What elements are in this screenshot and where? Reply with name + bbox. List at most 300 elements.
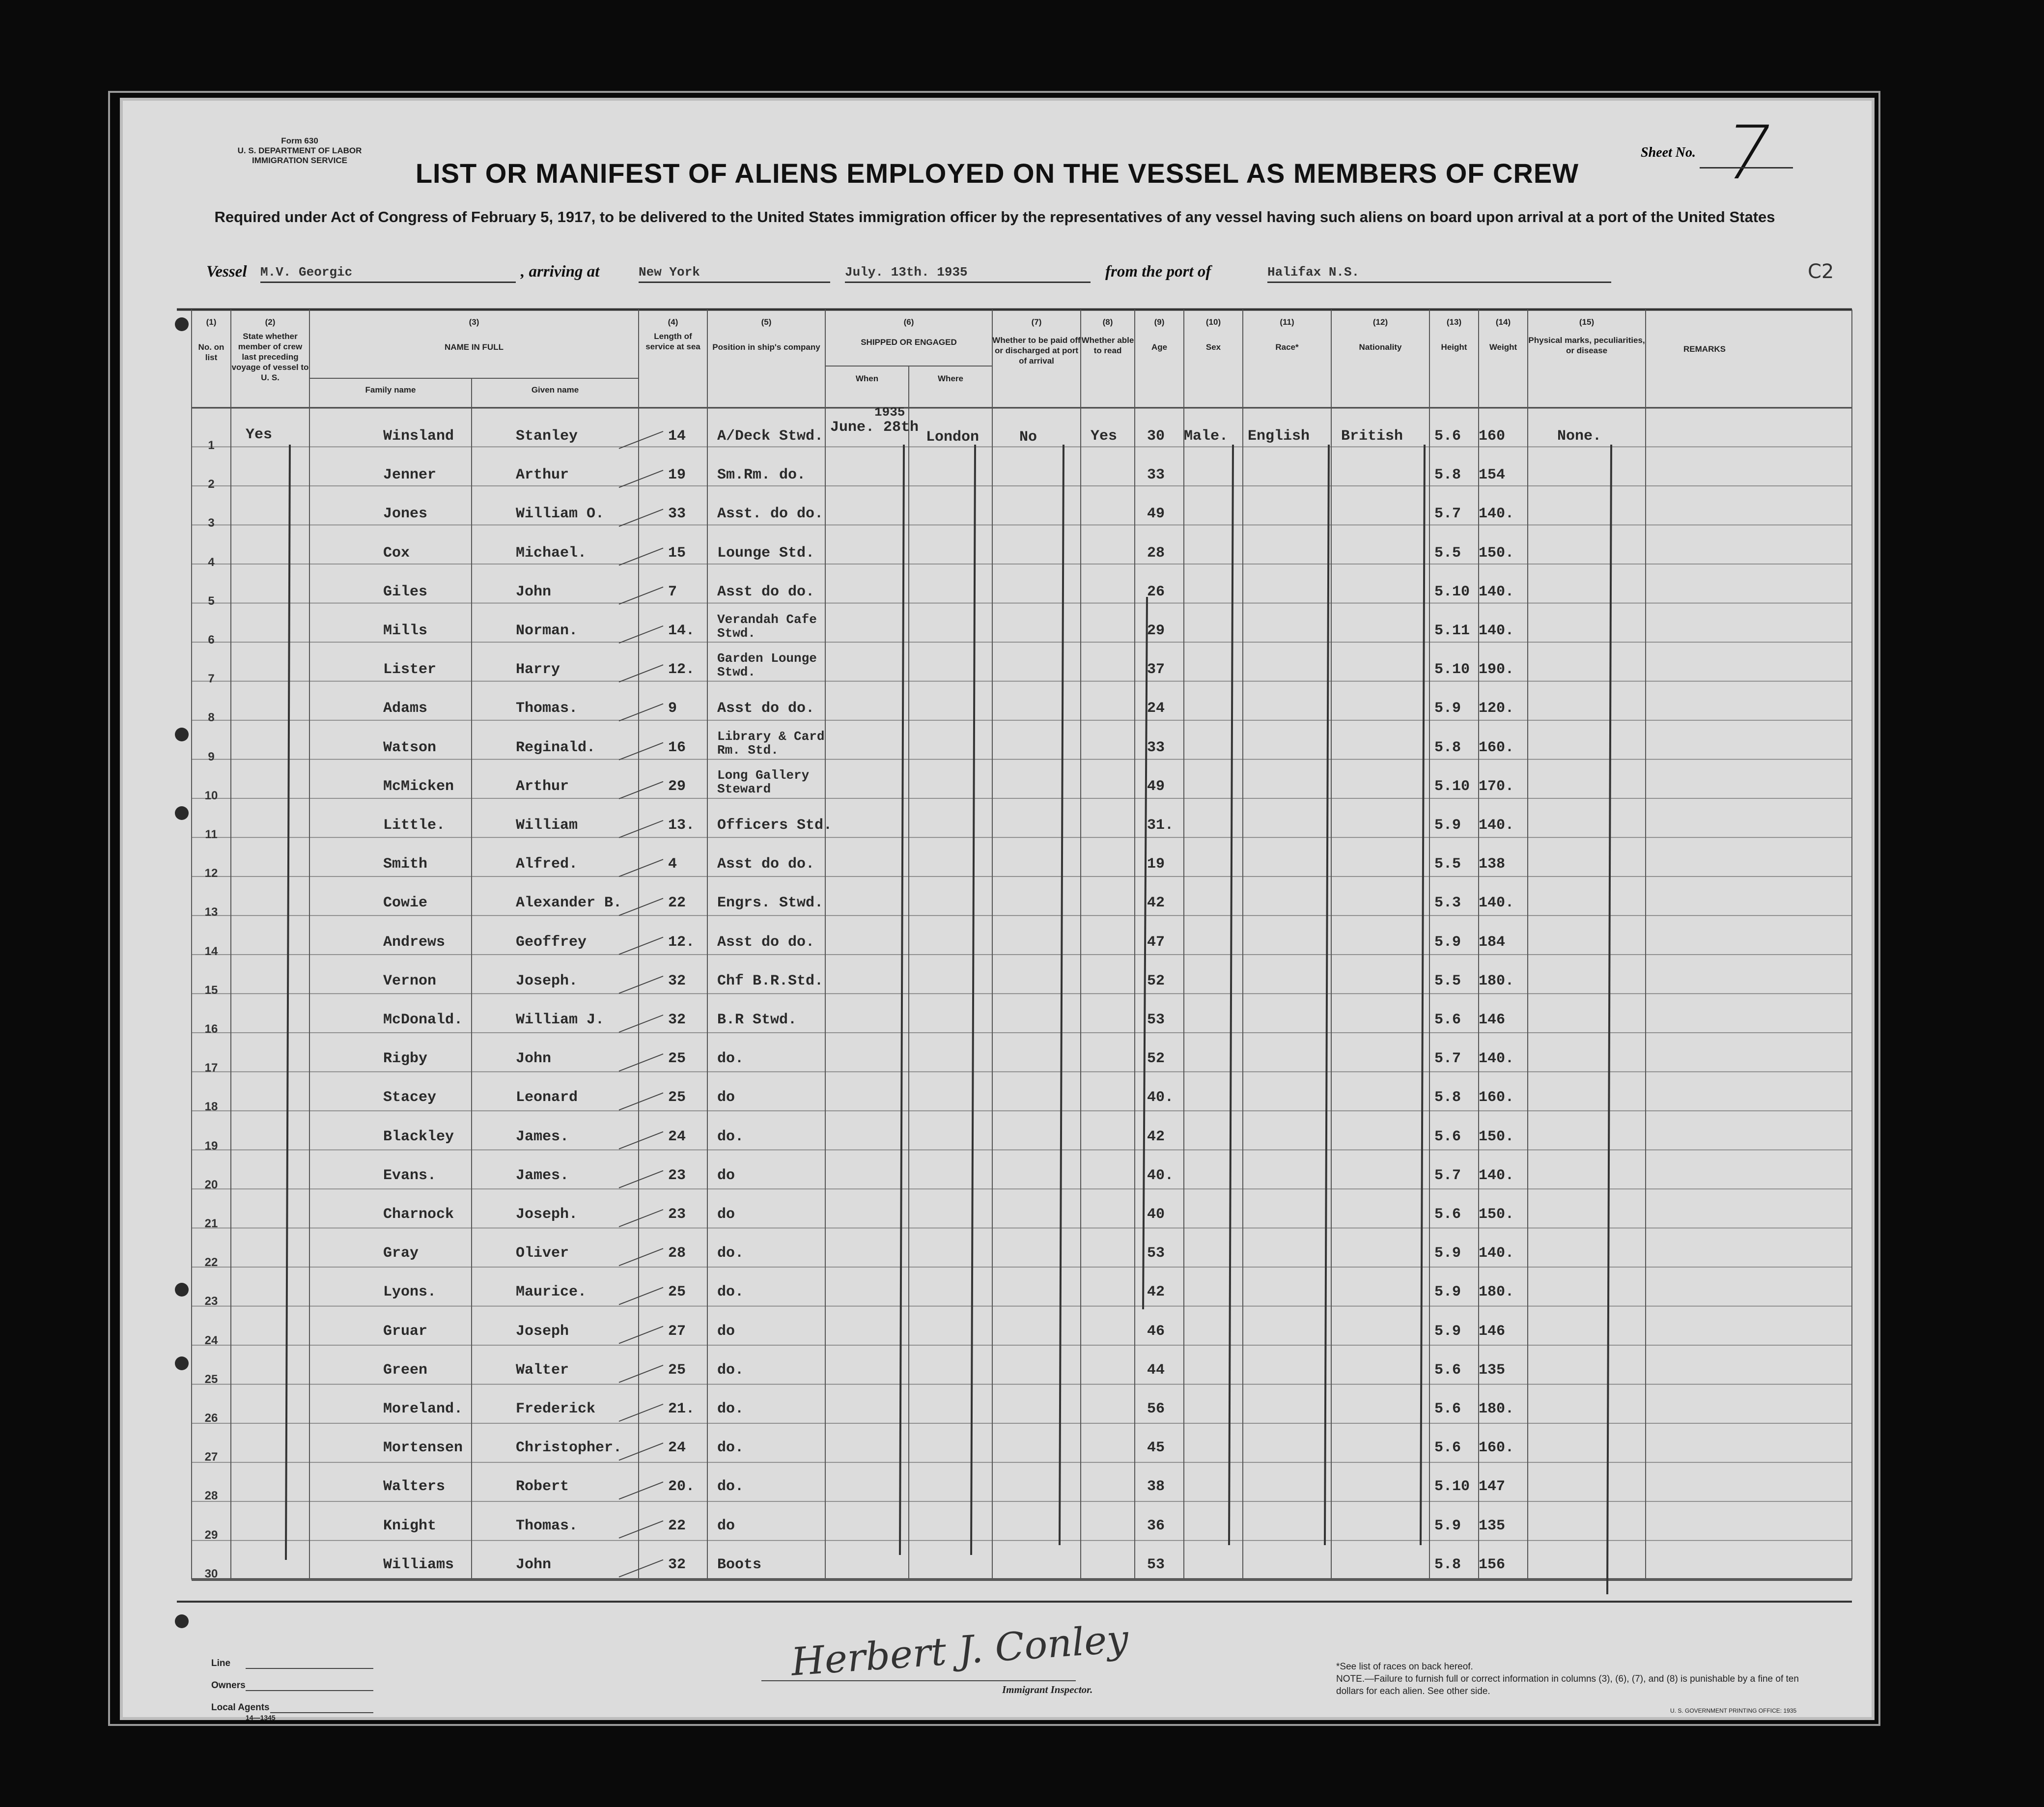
weight: 140. — [1479, 1245, 1514, 1262]
height: 5.8 — [1434, 739, 1461, 756]
penalty-note: NOTE.—Failure to furnish full or correct information in columns (3), (6), (7), and (8) is punishable by a fine of ten dollars for each alien. See other side. — [1336, 1674, 1799, 1696]
tick-mark — [619, 1521, 663, 1538]
age: 42 — [1147, 895, 1165, 912]
position: do. — [717, 1284, 744, 1301]
given-name: William — [516, 817, 578, 834]
service-length: 4 — [668, 856, 677, 873]
tick-mark — [619, 626, 663, 643]
row-number: 15 — [204, 983, 218, 997]
col9-header — [1135, 317, 1184, 352]
col-num: (1) — [206, 317, 217, 327]
age: 36 — [1147, 1517, 1165, 1534]
given-name: Arthur — [516, 467, 569, 484]
given-name: Oliver — [516, 1245, 569, 1262]
row-number: 1 — [208, 439, 215, 452]
weight: 138 — [1479, 856, 1506, 873]
service-length: 32 — [668, 972, 686, 989]
remarks-header: REMARKS — [1683, 344, 1726, 354]
service-length: 25 — [668, 1284, 686, 1301]
height: 5.3 — [1434, 895, 1461, 912]
form-line: Form 630 — [281, 136, 318, 145]
given-name: Reginald. — [516, 739, 596, 756]
position: do. — [717, 1440, 744, 1457]
height: 5.6 — [1434, 1361, 1461, 1379]
age: 56 — [1147, 1401, 1165, 1417]
weight: 146 — [1479, 1012, 1506, 1028]
height: 5.8 — [1434, 1089, 1461, 1106]
col13-header — [1429, 317, 1479, 352]
row-number: 2 — [208, 478, 215, 491]
service-length: 24 — [668, 1128, 686, 1145]
given-name: Norman. — [516, 622, 578, 639]
family-name: Charnock — [383, 1206, 454, 1223]
shipped-where-header: Where — [938, 374, 963, 383]
ditto-stroke — [1229, 445, 1233, 1545]
given-name: Walter — [516, 1361, 569, 1379]
family-name: Cowie — [383, 895, 428, 912]
family-name: Green — [383, 1361, 428, 1379]
height: 5.8 — [1434, 1556, 1461, 1573]
height: 5.10 — [1434, 661, 1470, 678]
tick-mark — [619, 1482, 663, 1499]
ditto-stroke — [1607, 445, 1611, 1594]
age: 19 — [1147, 856, 1165, 873]
service-length: 12. — [668, 933, 695, 951]
tick-mark — [619, 820, 663, 838]
service-length: 9 — [668, 700, 677, 717]
position: do — [717, 1517, 735, 1534]
position: do. — [717, 1478, 744, 1496]
age: 26 — [1147, 583, 1165, 600]
service-length: 22 — [668, 1517, 686, 1534]
row-number: 30 — [204, 1567, 218, 1581]
shipped-when-value: June. 28th — [830, 419, 919, 436]
tick-mark — [619, 548, 663, 565]
given-name: Robert — [516, 1478, 569, 1496]
position: Garden Lounge Stwd. — [717, 651, 817, 680]
weight: 170. — [1479, 778, 1514, 795]
height: 5.7 — [1434, 1050, 1461, 1068]
col-num: (7) — [1031, 317, 1042, 327]
row-number: 22 — [204, 1256, 218, 1270]
col-title: No. on list — [198, 342, 224, 362]
weight: 146 — [1479, 1323, 1506, 1340]
prev-voyage-value: Yes — [246, 426, 273, 443]
height: 5.6 — [1434, 1206, 1461, 1223]
col-num: (15) — [1579, 317, 1595, 327]
position: Boots — [717, 1556, 762, 1573]
given-name: James. — [516, 1128, 569, 1145]
row-number: 9 — [208, 750, 215, 763]
agents-underline — [270, 1712, 373, 1713]
row-number: 16 — [204, 1022, 218, 1036]
given-name: Geoffrey — [516, 933, 587, 951]
paid-off-value: No — [1019, 429, 1037, 446]
family-name: Lister — [383, 661, 437, 678]
shipped-where-value: London — [926, 429, 980, 446]
row-number: 7 — [208, 672, 215, 686]
height: 5.9 — [1434, 700, 1461, 717]
row-number: 28 — [204, 1489, 218, 1503]
height: 5.8 — [1434, 467, 1461, 484]
age: 45 — [1147, 1440, 1165, 1457]
family-name: Watson — [383, 739, 437, 756]
age: 53 — [1147, 1245, 1165, 1262]
line-underline — [246, 1668, 373, 1669]
ditto-stroke — [900, 445, 904, 1555]
family-name: Gruar — [383, 1323, 428, 1340]
service-length: 29 — [668, 778, 686, 795]
weight: 150. — [1479, 1206, 1514, 1223]
height: 5.6 — [1434, 428, 1461, 445]
family-name-header: Family name — [365, 385, 416, 395]
ditto-stroke — [1143, 597, 1147, 1309]
col-title: SHIPPED OR ENGAGED — [861, 338, 957, 347]
position: do — [717, 1089, 735, 1106]
position: do. — [717, 1401, 744, 1417]
family-name: Vernon — [383, 972, 437, 989]
service-length: 20. — [668, 1478, 695, 1496]
punch-hole — [175, 728, 189, 741]
age: 52 — [1147, 972, 1165, 989]
shipped-when-header: When — [855, 374, 879, 383]
position: A/Deck Stwd. — [717, 428, 824, 445]
service-length: 32 — [668, 1012, 686, 1028]
family-name: Knight — [383, 1517, 437, 1534]
form-line: IMMIGRATION SERVICE — [252, 156, 347, 165]
family-name: Evans. — [383, 1167, 437, 1184]
col-title: State whether member of crew last preceding voyage of vessel to U. S. — [231, 332, 309, 382]
service-length: 14 — [668, 428, 686, 445]
service-length: 19 — [668, 467, 686, 484]
given-name: Thomas. — [516, 1517, 578, 1534]
tick-mark — [619, 1287, 663, 1304]
height: 5.10 — [1434, 1478, 1470, 1496]
family-name: Moreland. — [383, 1401, 463, 1417]
arrival-date-text: July. 13th. 19 — [845, 265, 952, 280]
position: do — [717, 1206, 735, 1223]
tick-mark — [619, 937, 663, 955]
page-subtitle: Required under Act of Congress of February 5, 1917, to be delivered to the United States immigration officer by the representatives of any vessel having such aliens on board upon arrival at a port of the United States — [214, 208, 1775, 226]
height: 5.6 — [1434, 1440, 1461, 1457]
row-number: 6 — [208, 633, 215, 647]
row-number: 25 — [204, 1372, 218, 1386]
col14-header — [1479, 317, 1528, 352]
family-name: Walters — [383, 1478, 446, 1496]
given-name: Maurice. — [516, 1284, 587, 1301]
col-title: Whether able to read — [1081, 336, 1134, 355]
punch-hole — [175, 1356, 189, 1370]
tick-mark — [619, 1327, 663, 1344]
tick-mark — [619, 1093, 663, 1110]
age: 53 — [1147, 1556, 1165, 1573]
col-title: Position in ship's company — [712, 342, 820, 352]
weight: 184 — [1479, 933, 1506, 951]
age: 37 — [1147, 661, 1165, 678]
age: 53 — [1147, 1012, 1165, 1028]
height: 5.6 — [1434, 1401, 1461, 1417]
given-name: William J. — [516, 1012, 605, 1028]
arriving-label: , arriving at — [521, 263, 600, 281]
weight: 160. — [1479, 739, 1514, 756]
weight: 160. — [1479, 1440, 1514, 1457]
col-title: Physical marks, peculiarities, or disease — [1528, 336, 1645, 355]
col-num: (3) — [469, 317, 479, 327]
col-num: (2) — [265, 317, 276, 327]
given-name: John — [516, 1556, 552, 1573]
family-name: Jenner — [383, 467, 437, 484]
col-num: (9) — [1154, 317, 1165, 327]
position: Chf B.R.Std. — [717, 972, 824, 989]
form-line: U. S. DEPARTMENT OF LABOR — [237, 146, 362, 155]
col-num: (6) — [903, 317, 914, 327]
signature-underline — [761, 1680, 1076, 1681]
weight: 120. — [1479, 700, 1514, 717]
ditto-stroke — [1421, 445, 1425, 1545]
col-title: Height — [1441, 342, 1467, 352]
row-number: 29 — [204, 1528, 218, 1542]
tick-mark — [619, 1015, 663, 1032]
given-name: Arthur — [516, 778, 569, 795]
position: do — [717, 1323, 735, 1340]
height: 5.6 — [1434, 1128, 1461, 1145]
family-name: Rigby — [383, 1050, 428, 1068]
service-length: 16 — [668, 739, 686, 756]
service-length: 22 — [668, 895, 686, 912]
position: Asst. do do. — [717, 506, 824, 523]
family-name: Winsland — [383, 428, 454, 445]
height: 5.10 — [1434, 778, 1470, 795]
position: Sm.Rm. do. — [717, 467, 806, 484]
tick-mark — [619, 859, 663, 876]
age: 49 — [1147, 778, 1165, 795]
tick-mark — [619, 1404, 663, 1421]
position: Asst do do. — [717, 933, 815, 951]
age: 28 — [1147, 544, 1165, 562]
nationality-value: British — [1341, 428, 1403, 445]
corner-code: C2 — [1808, 260, 1834, 283]
height: 5.11 — [1434, 622, 1470, 639]
race-value: English — [1248, 428, 1310, 445]
height: 5.9 — [1434, 1323, 1461, 1340]
tick-mark — [619, 1560, 663, 1577]
age: 38 — [1147, 1478, 1165, 1496]
manifest-sheet — [123, 101, 1872, 1722]
agents-label: Local Agents — [211, 1702, 270, 1713]
col15-header — [1528, 317, 1646, 356]
given-name: Joseph. — [516, 972, 578, 989]
row-number: 27 — [204, 1450, 218, 1464]
weight: 135 — [1479, 1361, 1506, 1379]
punch-hole — [175, 806, 189, 820]
col10-header — [1184, 317, 1243, 352]
printer-note: U. S. GOVERNMENT PRINTING OFFICE: 1935 — [1670, 1707, 1797, 1714]
family-name: Gray — [383, 1245, 419, 1262]
service-length: 23 — [668, 1167, 686, 1184]
service-length: 12. — [668, 661, 695, 678]
sheet-number: 7 — [1715, 111, 1780, 196]
col-num: (13) — [1446, 317, 1462, 327]
row-number: 8 — [208, 711, 215, 725]
row-number: 24 — [204, 1333, 218, 1347]
position: do. — [717, 1128, 744, 1145]
position: do. — [717, 1245, 744, 1262]
tick-mark — [619, 1054, 663, 1071]
position: Long Gallery Steward — [717, 767, 810, 796]
arriving-port: New York — [639, 265, 830, 283]
inspector-signature: Herbert J. Conley — [789, 1617, 1130, 1685]
position: Engrs. Stwd. — [717, 895, 824, 912]
given-name: Leonard — [516, 1089, 578, 1106]
service-length: 33 — [668, 506, 686, 523]
age: 29 — [1147, 622, 1165, 639]
weight: 147 — [1479, 1478, 1506, 1496]
col-title: NAME IN FULL — [445, 342, 504, 352]
family-name: Blackley — [383, 1128, 454, 1145]
family-name: Little. — [383, 817, 446, 834]
col-title: Weight — [1489, 342, 1517, 352]
family-name: Williams — [383, 1556, 454, 1573]
ditto-stroke — [1325, 445, 1329, 1545]
row-number: 10 — [204, 789, 218, 802]
height: 5.5 — [1434, 544, 1461, 562]
page-title: LIST OR MANIFEST OF ALIENS EMPLOYED ON THE VESSEL AS MEMBERS OF CREW — [415, 158, 1579, 189]
col-num: (10) — [1205, 317, 1221, 327]
ditto-stroke — [1060, 445, 1064, 1545]
age: 40. — [1147, 1089, 1174, 1106]
position: Asst do do. — [717, 583, 815, 600]
age: 40 — [1147, 1206, 1165, 1223]
family-name: Giles — [383, 583, 428, 600]
col-num: (11) — [1280, 317, 1294, 327]
height: 5.7 — [1434, 1167, 1461, 1184]
service-length: 28 — [668, 1245, 686, 1262]
col8-header — [1081, 317, 1135, 356]
position: Asst do do. — [717, 856, 815, 873]
row-number: 19 — [204, 1139, 218, 1153]
inspector-label: Immigrant Inspector. — [1002, 1684, 1093, 1695]
row-number: 18 — [204, 1100, 218, 1114]
punch-hole — [175, 317, 189, 331]
age: 46 — [1147, 1323, 1165, 1340]
weight: 140. — [1479, 583, 1514, 600]
given-name: John — [516, 1050, 552, 1068]
service-length: 27 — [668, 1323, 686, 1340]
position: do. — [717, 1050, 744, 1068]
col-title: Length of service at sea — [645, 332, 700, 351]
given-name: Christopher. — [516, 1440, 622, 1457]
col2-header — [231, 317, 309, 383]
tick-mark — [619, 1443, 663, 1460]
age: 33 — [1147, 467, 1165, 484]
age: 42 — [1147, 1284, 1165, 1301]
col-title: Sex — [1205, 342, 1221, 352]
tick-mark — [619, 587, 663, 604]
weight: 180. — [1479, 1284, 1514, 1301]
weight: 135 — [1479, 1517, 1506, 1534]
tick-mark — [619, 743, 663, 760]
given-name: Harry — [516, 661, 560, 678]
height: 5.9 — [1434, 1517, 1461, 1534]
sex-value: Male. — [1184, 428, 1229, 445]
age: 52 — [1147, 1050, 1165, 1068]
weight: 156 — [1479, 1556, 1506, 1573]
given-name: Michael. — [516, 544, 587, 562]
given-name-header: Given name — [531, 385, 579, 395]
arrival-year: 35 — [952, 265, 968, 280]
service-length: 32 — [668, 1556, 686, 1573]
agents-code: 14—1345 — [246, 1714, 276, 1722]
height: 5.10 — [1434, 583, 1470, 600]
family-name: Mortensen — [383, 1440, 463, 1457]
family-name: Adams — [383, 700, 428, 717]
given-name: Frederick — [516, 1401, 596, 1417]
col5-header — [707, 317, 825, 352]
ditto-stroke — [286, 445, 290, 1560]
tick-mark — [619, 1171, 663, 1188]
service-length: 23 — [668, 1206, 686, 1223]
col-title: Race* — [1275, 342, 1299, 352]
family-name: Mills — [383, 622, 428, 639]
weight: 180. — [1479, 1401, 1514, 1417]
given-name: Alexander B. — [516, 895, 622, 912]
height: 5.9 — [1434, 817, 1461, 834]
tick-mark — [619, 1132, 663, 1149]
age: 31. — [1147, 817, 1174, 834]
age: 49 — [1147, 506, 1165, 523]
family-name: Smith — [383, 856, 428, 873]
service-length: 7 — [668, 583, 677, 600]
given-name: William O. — [516, 506, 605, 523]
col4-header — [639, 317, 707, 352]
family-name: Lyons. — [383, 1284, 437, 1301]
tick-mark — [619, 704, 663, 721]
ditto-stroke — [971, 445, 975, 1555]
row-number: 5 — [208, 594, 215, 608]
given-name: John — [516, 583, 552, 600]
punch-hole — [175, 1283, 189, 1297]
weight: 140. — [1479, 506, 1514, 523]
tick-mark — [619, 665, 663, 682]
row-number: 4 — [208, 555, 215, 569]
col-title: Age — [1151, 342, 1168, 352]
service-length: 21. — [668, 1401, 695, 1417]
height: 5.9 — [1434, 1284, 1461, 1301]
weight: 160. — [1479, 1089, 1514, 1106]
position: Lounge Std. — [717, 544, 815, 562]
tick-mark — [619, 431, 663, 449]
col-num: (12) — [1372, 317, 1388, 327]
service-length: 25 — [668, 1089, 686, 1106]
col7-header — [992, 317, 1081, 366]
age: 33 — [1147, 739, 1165, 756]
age: 44 — [1147, 1361, 1165, 1379]
tick-mark — [619, 509, 663, 526]
weight: 140. — [1479, 817, 1514, 834]
family-name: Andrews — [383, 933, 446, 951]
row-number: 21 — [204, 1217, 218, 1230]
row-number: 12 — [204, 867, 218, 880]
family-name: Jones — [383, 506, 428, 523]
row-number: 17 — [204, 1061, 218, 1075]
col-title: Whether to be paid off or discharged at port of arrival — [992, 336, 1081, 366]
age: 30 — [1147, 428, 1165, 445]
col11-header — [1243, 317, 1331, 352]
punch-hole — [175, 1614, 189, 1628]
height: 5.5 — [1434, 972, 1461, 989]
row-number: 3 — [208, 516, 215, 530]
marks-value: None. — [1557, 428, 1602, 445]
